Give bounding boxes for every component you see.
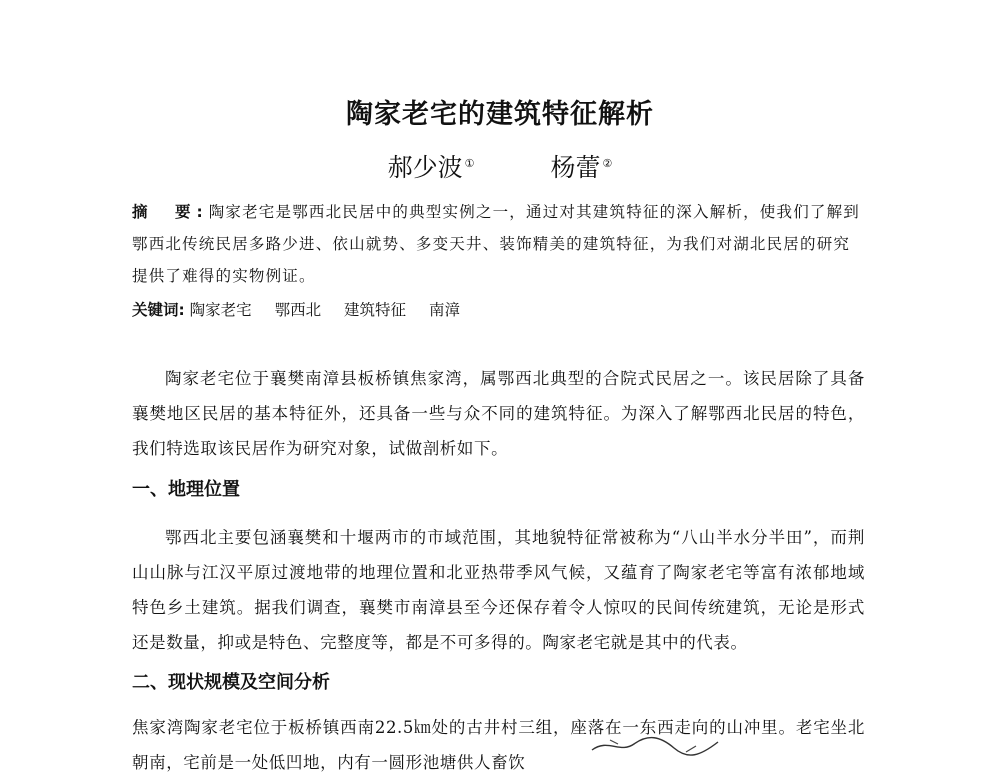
section-1-paragraph: 鄂西北主要包涵襄樊和十堰两市的市域范围，其地貌特征常被称为“八山半水分半田”，而荆山山脉与江汉平原过渡地带的地理位置和北亚热带季风气候，又蕴育了陶家老宅等富有浓郁地域特色乡土建筑。据我们调查，襄樊市南漳县至今还保存着令人惊叹的民间传统建筑，无论是形式还是数量，抑或是特色、完整度等，都是不可多得的。陶家老宅就是其中的代表。 bbox=[132, 528, 865, 652]
paper-title: 陶家老宅的建筑特征解析 bbox=[346, 99, 654, 130]
keyword-4: 南漳 bbox=[429, 301, 461, 319]
section-1-heading: 一、地理位置 bbox=[132, 479, 240, 500]
section-2-paragraph: 焦家湾陶家老宅位于板桥镇西南22.5㎞处的古井村三组，座落在一东西走向的山冲里。老宅坐北朝南，宅前是一处低凹地，内有一圆形池塘供人畜饮 bbox=[132, 718, 865, 772]
keyword-1: 陶家老宅 bbox=[189, 301, 252, 319]
abstract-text: 陶家老宅是鄂西北民居中的典型实例之一，通过对其建筑特征的深入解析，使我们了解到鄂西北传统民居多路少进、依山就势、多变天井、装饰精美的建筑特征，为我们对湖北民居的研究提供了难得的实物例证。 bbox=[132, 203, 861, 285]
author-2 bbox=[550, 148, 612, 184]
author-1 bbox=[388, 148, 475, 184]
author-1-name: 郝少波 bbox=[387, 153, 463, 182]
section-2-heading: 二、现状规模及空间分析 bbox=[132, 672, 330, 693]
keyword-3: 建筑特征 bbox=[344, 301, 407, 319]
intro-paragraph: 陶家老宅位于襄樊南漳县板桥镇焦家湾，属鄂西北典型的合院式民居之一。该民居除了具备襄樊地区民居的基本特征外，还具备一些与众不同的建筑特征。为深入了解鄂西北民居的特色，我们特选取该民居作为研究对象，试做剖析如下。 bbox=[132, 369, 865, 458]
pen-scribble-mark bbox=[590, 732, 740, 759]
author-line bbox=[0, 148, 1000, 184]
abstract bbox=[132, 196, 862, 292]
author-2-note: ② bbox=[602, 156, 613, 170]
author-2-name: 杨蕾 bbox=[550, 153, 601, 182]
keywords-label: 关键词: bbox=[132, 301, 185, 319]
author-1-note: ① bbox=[464, 156, 475, 170]
keyword-2: 鄂西北 bbox=[274, 301, 322, 319]
abstract-label: 摘 要: bbox=[132, 203, 209, 221]
keywords bbox=[132, 296, 862, 324]
